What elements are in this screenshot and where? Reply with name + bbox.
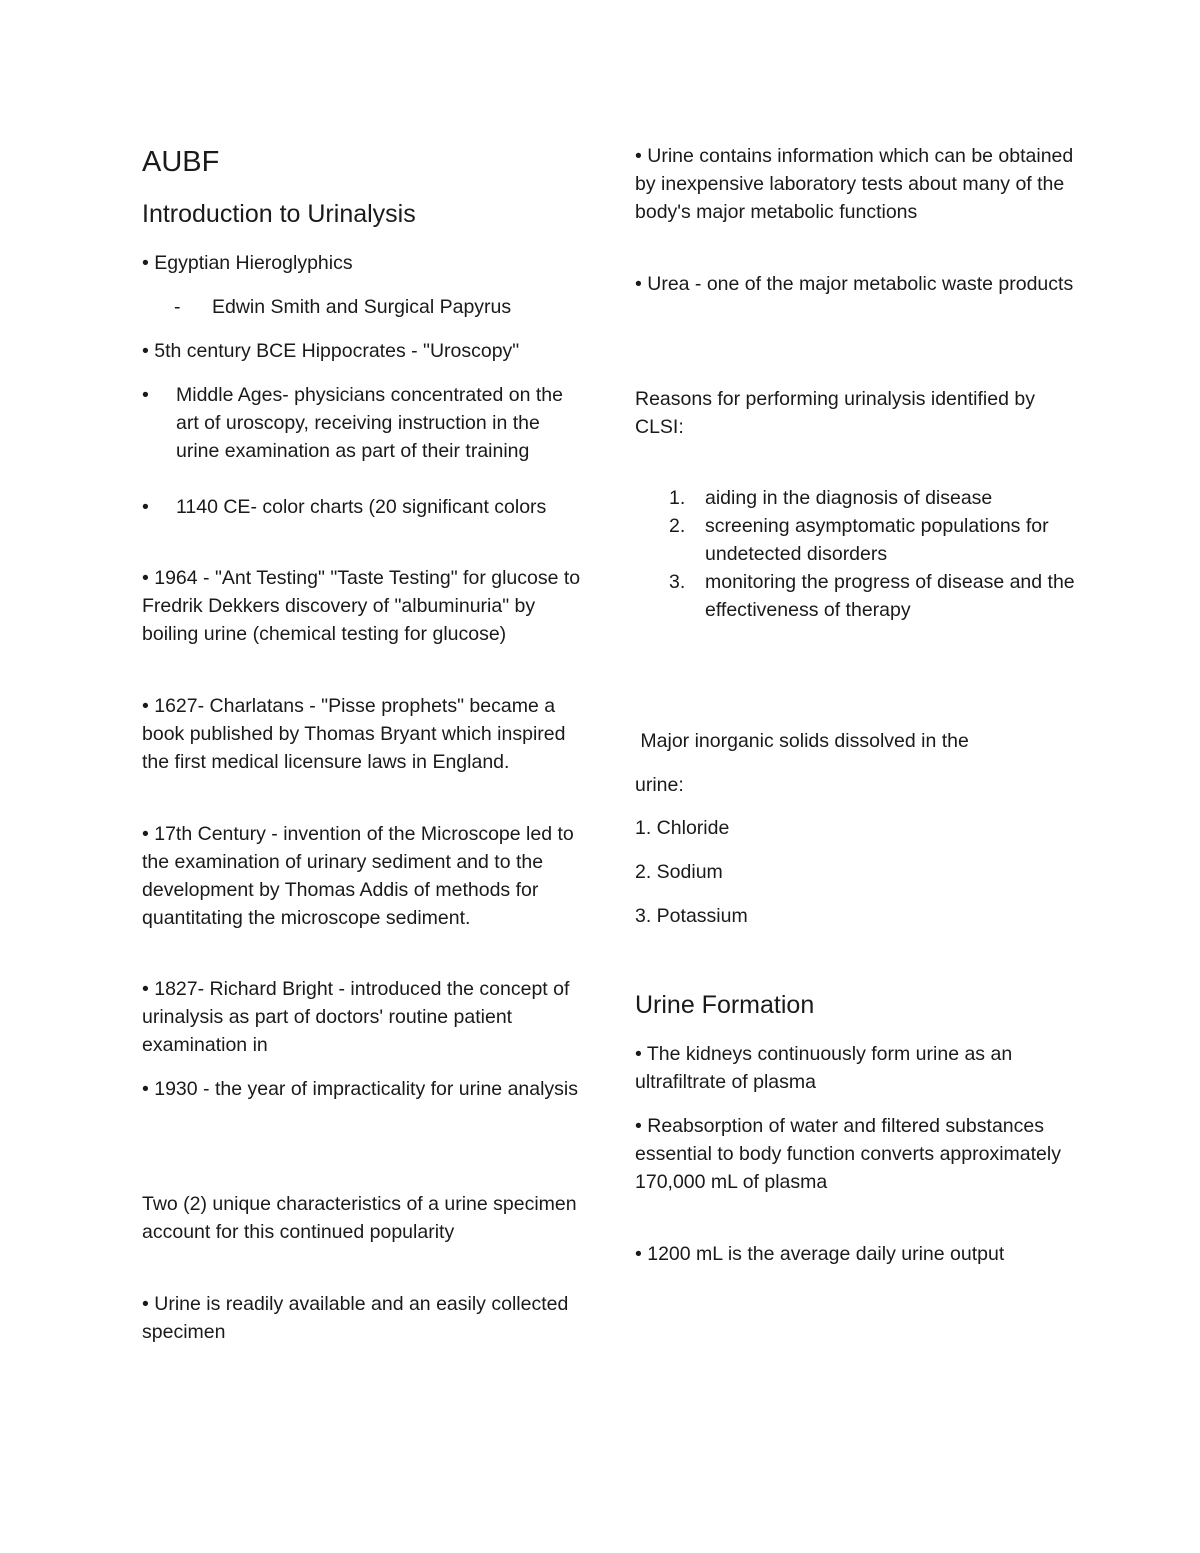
paragraph-1930: • 1930 - the year of impracticality for urine analysis — [142, 1078, 579, 1100]
paragraph-1627: • 1627- Charlatans - "Pisse prophets" became a book published by Thomas Bryant which inspired the first medical licensure laws in England. — [142, 695, 566, 773]
section-heading-introduction: Introduction to Urinalysis — [142, 200, 416, 228]
bullet-marker: • — [142, 384, 149, 406]
paragraph-two-characteristics: Two (2) unique characteristics of a urine specimen account for this continued popularity — [142, 1193, 577, 1243]
number-marker: 1. — [669, 487, 686, 509]
reason-text: screening asymptomatic populations for undetected disorders — [705, 515, 1049, 565]
bullet-item-middle-ages — [142, 381, 582, 465]
paragraph-kidneys: • The kidneys continuously form urine as an ultrafiltrate of plasma — [635, 1043, 1013, 1093]
reason-item-1 — [635, 484, 1075, 512]
paragraph-urine-information: • Urine contains information which can be obtained by inexpensive laboratory tests about many of the body's major metabolic functions — [635, 145, 1074, 223]
paragraph-1964: • 1964 - "Ant Testing" "Taste Testing" for glucose to Fredrik Dekkers discovery of "albuminuria" by boiling urine (chemical testing for glucose) — [142, 567, 581, 645]
paragraph-egyptian: • Egyptian Hieroglyphics — [142, 252, 353, 274]
reason-item-3 — [635, 568, 1075, 624]
paragraph-daily-output: • 1200 mL is the average daily urine output — [635, 1243, 1005, 1265]
paragraph-hippocrates: • 5th century BCE Hippocrates - "Uroscopy" — [142, 340, 520, 362]
sub-item-text: Edwin Smith and Surgical Papyrus — [212, 296, 512, 318]
section-heading-urine-formation: Urine Formation — [635, 991, 815, 1019]
paragraph-urea: • Urea - one of the major metabolic waste products — [635, 273, 1074, 295]
reason-text: monitoring the progress of disease and the effectiveness of therapy — [705, 571, 1075, 621]
number-marker: 2. — [669, 515, 686, 537]
paragraph-major-inorganic: Major inorganic solids dissolved in the — [635, 730, 969, 752]
dash-marker: - — [174, 296, 181, 318]
paragraph-reabsorption: • Reabsorption of water and filtered substances essential to body function converts approximately 170,000 mL of plasma — [635, 1115, 1061, 1193]
paragraph-17th-century: • 17th Century - invention of the Microscope led to the examination of urinary sediment and to the development by Thomas Addis of methods for quantitating the microscope sediment. — [142, 823, 574, 929]
solid-item-chloride: 1. Chloride — [635, 817, 730, 839]
paragraph-1827: • 1827- Richard Bright - introduced the concept of urinalysis as part of doctors' routine patient examination in — [142, 978, 570, 1056]
bullet-text: 1140 CE- color charts (20 significant colors — [176, 496, 547, 518]
solid-item-sodium: 2. Sodium — [635, 861, 723, 883]
bullet-text: Middle Ages- physicians concentrated on the art of uroscopy, receiving instruction in the urine examination as part of their training — [176, 384, 563, 462]
document-title: AUBF — [142, 146, 220, 178]
solid-item-potassium: 3. Potassium — [635, 905, 748, 927]
paragraph-readily-available: • Urine is readily available and an easily collected specimen — [142, 1293, 569, 1343]
paragraph-reasons-clsi: Reasons for performing urinalysis identified by CLSI: — [635, 388, 1035, 438]
reason-item-2 — [635, 512, 1075, 568]
reason-text: aiding in the diagnosis of disease — [705, 487, 993, 509]
bullet-marker: • — [142, 496, 149, 518]
paragraph-urine-colon: urine: — [635, 774, 684, 796]
number-marker: 3. — [669, 571, 686, 593]
bullet-item-1140 — [142, 493, 582, 521]
sub-item-edwin-smith — [142, 293, 582, 321]
